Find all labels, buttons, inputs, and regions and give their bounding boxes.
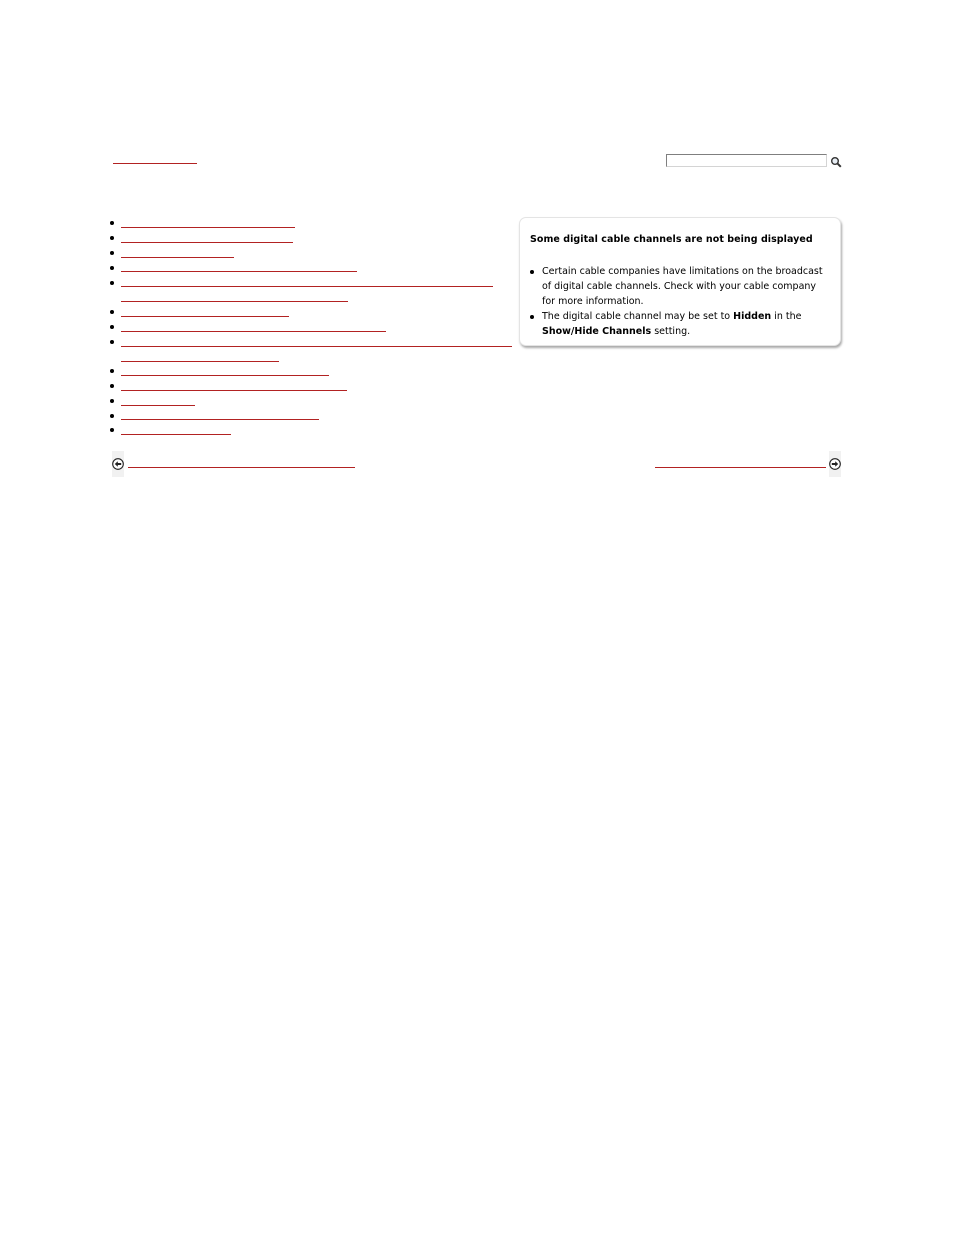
list-bullet xyxy=(110,281,114,285)
topic-link-8[interactable] xyxy=(121,346,512,347)
search-icon xyxy=(830,156,842,168)
topic-link-10[interactable] xyxy=(121,390,347,391)
next-link[interactable] xyxy=(655,467,826,468)
note-item: The digital cable channel may be set to Hidden in the Show/Hide Channels setting. xyxy=(542,309,832,339)
topic-link-3[interactable] xyxy=(121,257,234,258)
hidden-term: Hidden xyxy=(733,311,772,322)
note-box xyxy=(519,217,841,346)
topic-link-9[interactable] xyxy=(121,375,329,376)
previous-link[interactable] xyxy=(128,467,355,468)
list-bullet xyxy=(110,325,114,329)
topic-link-6[interactable] xyxy=(121,316,289,317)
topic-link-12[interactable] xyxy=(121,419,319,420)
list-bullet xyxy=(110,384,114,388)
list-bullet xyxy=(110,236,114,240)
show-hide-channels-term: Show/Hide Channels xyxy=(542,326,652,337)
topic-link-1[interactable] xyxy=(121,227,295,228)
list-bullet xyxy=(110,221,114,225)
topic-link-11[interactable] xyxy=(121,405,195,406)
note-list xyxy=(542,264,832,339)
list-bullet xyxy=(110,251,114,255)
list-bullet xyxy=(110,310,114,314)
list-bullet xyxy=(110,266,114,270)
list-bullet xyxy=(110,428,114,432)
topic-link-4[interactable] xyxy=(121,271,357,272)
note-item: Certain cable companies have limitations on the broadcast of digital cable channels. Check with your cable company for more information. xyxy=(542,264,832,309)
list-bullet xyxy=(110,340,114,344)
list-bullet xyxy=(110,399,114,403)
topic-link-13[interactable] xyxy=(121,434,231,435)
topic-link-2[interactable] xyxy=(121,242,293,243)
arrow-right-circle-icon xyxy=(829,458,841,470)
arrow-left-circle-icon xyxy=(112,458,124,470)
list-bullet xyxy=(110,369,114,373)
note-bullet xyxy=(530,270,534,274)
list-bullet xyxy=(110,414,114,418)
next-button[interactable] xyxy=(829,451,841,477)
topic-link-5-line-2[interactable] xyxy=(121,301,348,302)
topic-link-7[interactable] xyxy=(121,331,386,332)
search-input[interactable] xyxy=(666,154,827,167)
top-link[interactable] xyxy=(113,163,197,164)
previous-button[interactable] xyxy=(112,451,124,477)
note-bullet xyxy=(530,315,534,319)
topic-link-8-line-2[interactable] xyxy=(121,361,279,362)
search-button[interactable] xyxy=(830,153,842,165)
note-title: Some digital cable channels are not being displayed xyxy=(530,234,813,245)
topic-link-5[interactable] xyxy=(121,286,493,287)
